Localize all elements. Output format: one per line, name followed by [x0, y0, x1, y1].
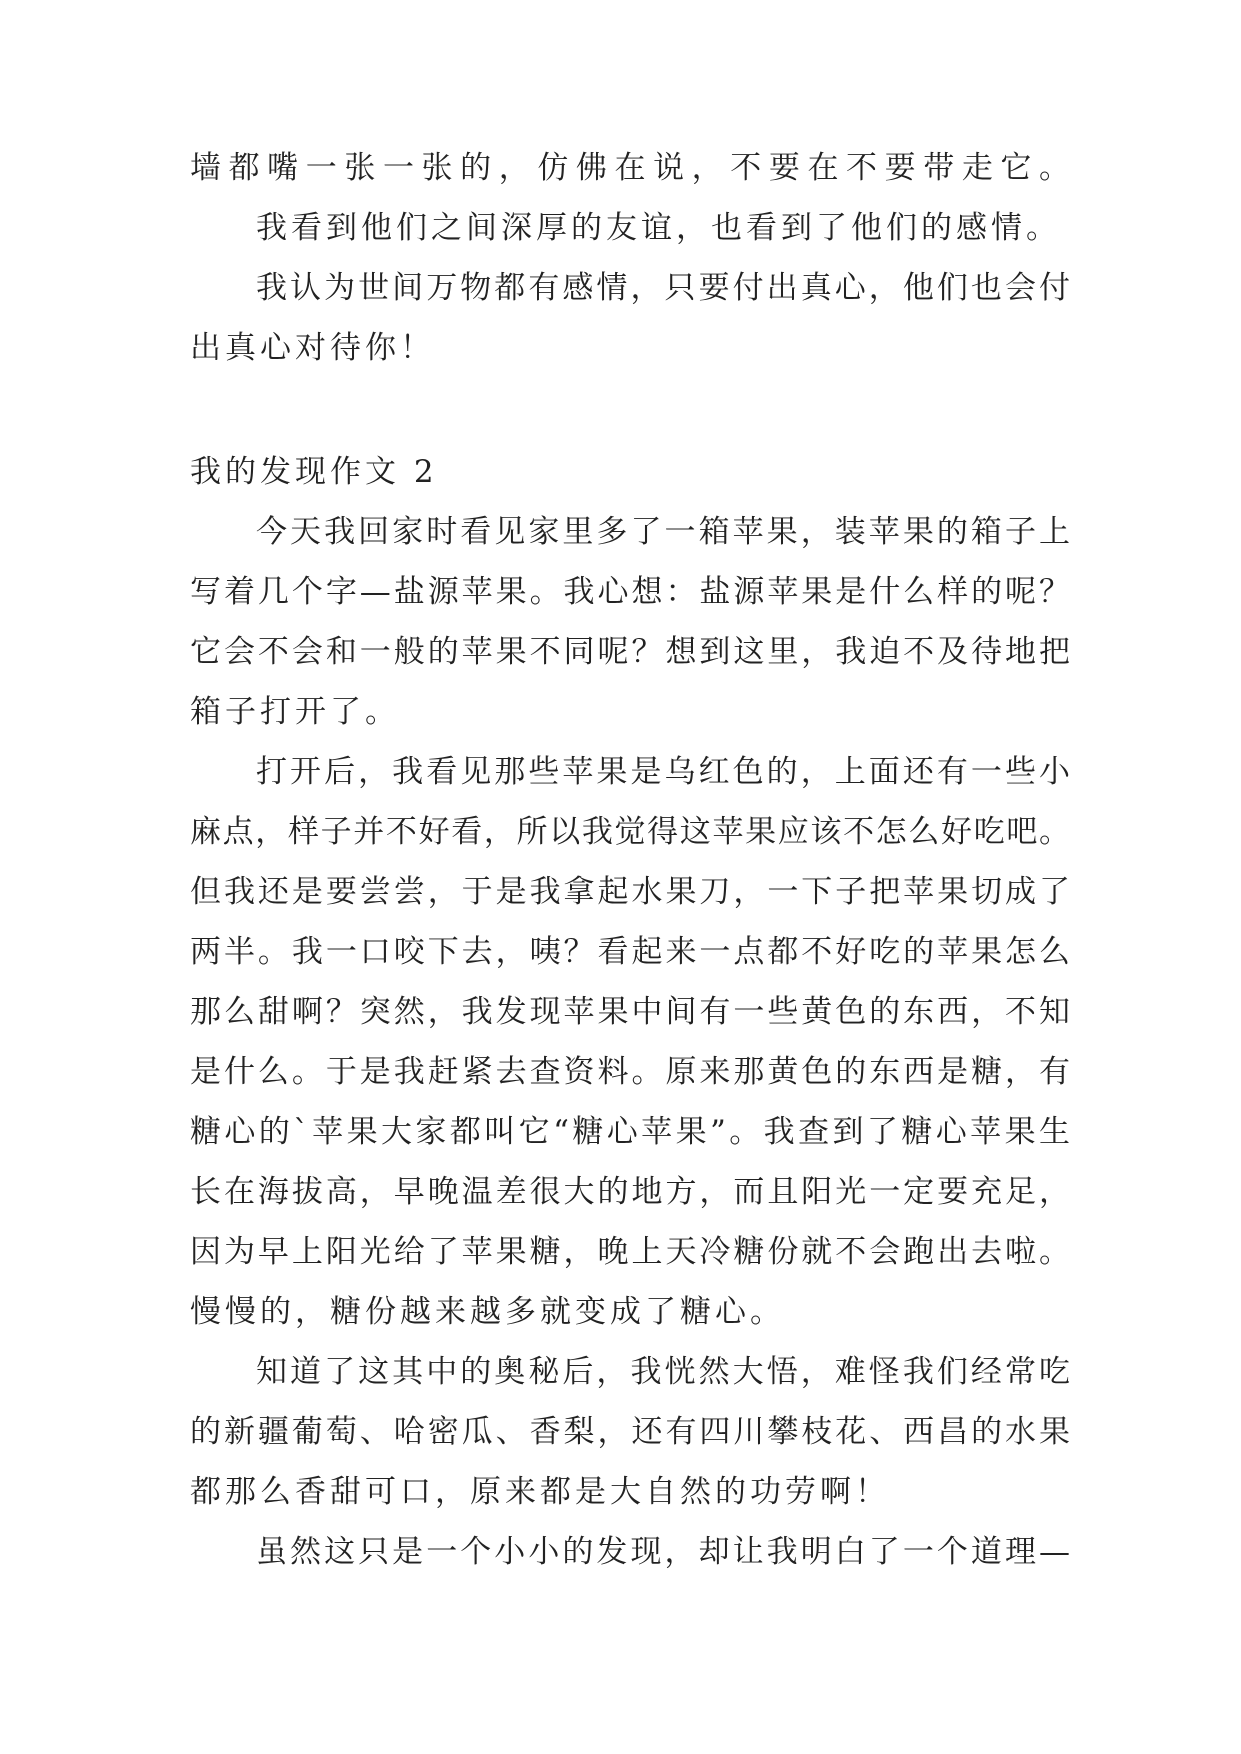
- paragraph-line: 虽然这只是一个小小的发现，却让我明白了一个道理—: [256, 1534, 1070, 1570]
- text-line: 都那么香甜可口，原来都是大自然的功劳啊！: [190, 1474, 890, 1510]
- text-line: 慢慢的，糖份越来越多就变成了糖心。: [190, 1294, 785, 1330]
- text-line: 墙都嘴一张一张的，仿佛在说，不要在不要带走它。: [190, 150, 1070, 186]
- text-line: 麻点，样子并不好看，所以我觉得这苹果应该不怎么好吃吧。: [190, 814, 1070, 850]
- text-line: 写着几个字—盐源苹果。我心想：盐源苹果是什么样的呢？: [190, 574, 1070, 610]
- essay-body: [190, 502, 1070, 1582]
- text-line: 是什么。于是我赶紧去查资料。原来那黄色的东西是糖，有: [190, 1054, 1070, 1090]
- text-line: 的新疆葡萄、哈密瓜、香梨，还有四川攀枝花、西昌的水果: [190, 1414, 1070, 1450]
- text-line: 出真心对待你！: [190, 330, 435, 366]
- essay-ending-section: [190, 138, 1070, 378]
- paragraph-line: 打开后，我看见那些苹果是乌红色的，上面还有一些小: [256, 754, 1070, 790]
- text-line: 因为早上阳光给了苹果糖，晚上天冷糖份就不会跑出去啦。: [190, 1234, 1070, 1270]
- text-line: 但我还是要尝尝，于是我拿起水果刀，一下子把苹果切成了: [190, 874, 1070, 910]
- paragraph-line: 知道了这其中的奥秘后，我恍然大悟，难怪我们经常吃: [256, 1354, 1070, 1390]
- paragraph-line: 我看到他们之间深厚的友谊，也看到了他们的感情。: [256, 210, 1061, 246]
- essay-heading: [190, 442, 1070, 502]
- text-line: 它会不会和一般的苹果不同呢？想到这里，我迫不及待地把: [190, 634, 1070, 670]
- essay-title: 我的发现作文 2: [190, 454, 438, 490]
- text-line: 两半。我一口咬下去，咦？看起来一点都不好吃的苹果怎么: [190, 934, 1070, 970]
- text-line: 长在海拔高，早晚温差很大的地方，而且阳光一定要充足，: [190, 1174, 1070, 1210]
- paragraph-line: 今天我回家时看见家里多了一箱苹果，装苹果的箱子上: [256, 514, 1070, 550]
- paragraph-line: 我认为世间万物都有感情，只要付出真心，他们也会付: [256, 270, 1070, 306]
- text-line: 箱子打开了。: [190, 694, 400, 730]
- text-line: 那么甜啊？突然，我发现苹果中间有一些黄色的东西，不知: [190, 994, 1070, 1030]
- text-line: 糖心的`苹果大家都叫它“糖心苹果”。我查到了糖心苹果生: [190, 1114, 1070, 1150]
